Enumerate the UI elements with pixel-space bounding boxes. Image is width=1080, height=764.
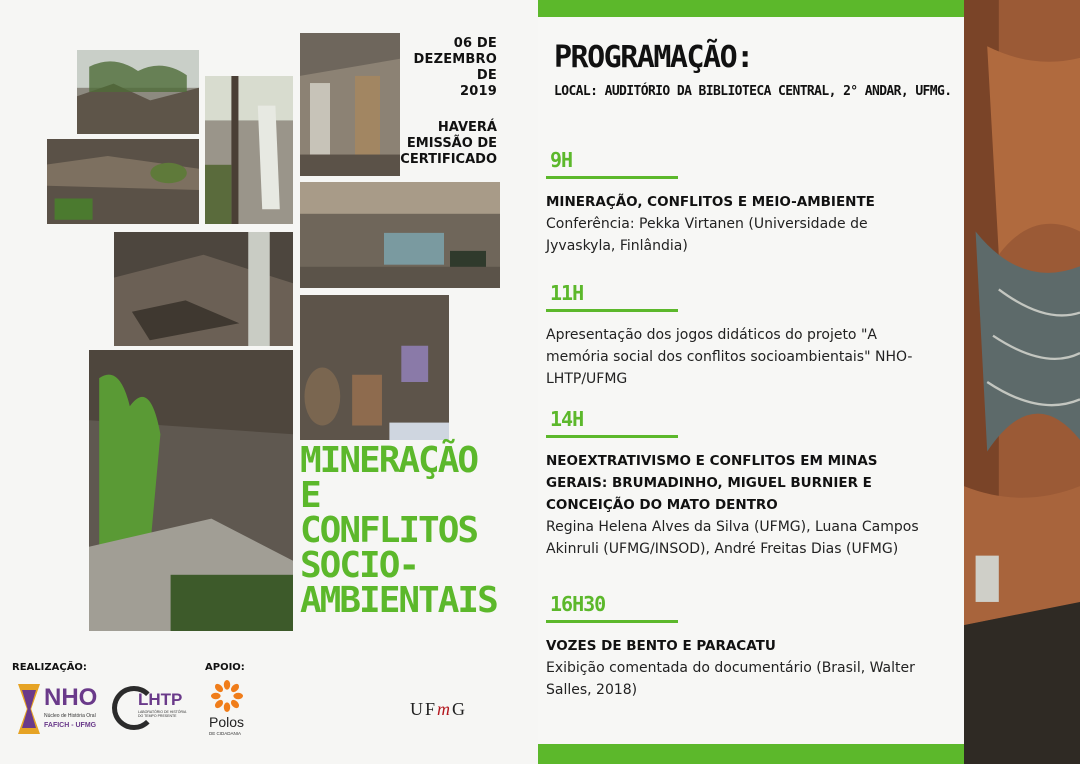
poster-left-panel — [0, 0, 538, 764]
time-underline — [546, 176, 678, 179]
polos-logo-mark — [211, 680, 243, 712]
schedule-slot — [546, 148, 926, 257]
ufmg-logo-text — [410, 698, 492, 720]
ufmg-letter-g: G — [452, 699, 468, 719]
nho-logo — [18, 684, 103, 736]
nho-logo-mark — [22, 690, 36, 728]
schedule-slot — [546, 281, 926, 390]
slot-time: 11H — [550, 281, 584, 305]
program-location: LOCAL: AUDITÓRIO DA BIBLIOTECA CENTRAL, 2° ANDAR, UFMG. — [554, 84, 952, 99]
time-underline — [546, 435, 678, 438]
slot-description: Apresentação dos jogos didáticos do projeto "A memória social dos conflitos socioambientais" NHO-LHTP/UFMG — [546, 327, 913, 387]
collage-photo-8 — [89, 350, 293, 631]
polos-logo — [207, 680, 251, 738]
top-accent-bar — [538, 0, 964, 17]
certificate-line: HAVERÁ — [437, 120, 497, 135]
nho-logo-subtitle: Núcleo de História Oral — [44, 713, 96, 719]
title-line: AMBIENTAIS — [300, 580, 497, 621]
ufmg-logo — [410, 698, 492, 720]
realizacao-label: REALIZAÇÃO: — [12, 662, 87, 673]
lhtp-logo — [112, 684, 194, 736]
date-line: 2019 — [460, 84, 497, 99]
nho-logo-subtitle: FAFICH - UFMG — [44, 722, 97, 729]
event-date — [414, 36, 498, 100]
title-line: CONFLITOS — [300, 510, 478, 551]
slot-heading: VOZES DE BENTO E PARACATU — [546, 638, 776, 654]
slot-heading: MINERAÇÃO, CONFLITOS E MEIO-AMBIENTE — [546, 194, 875, 210]
slot-description: Regina Helena Alves da Silva (UFMG), Luana Campos Akinruli (UFMG/INSOD), André Freitas Dias (UFMG) — [546, 519, 919, 557]
time-underline — [546, 309, 678, 312]
slot-heading: NEOEXTRATIVISMO E CONFLITOS EM MINAS GERAIS: BRUMADINHO, MIGUEL BURNIER E CONCEIÇÃO DO MATO DENTRO — [546, 453, 878, 513]
certificate-line: CERTIFICADO — [400, 152, 497, 167]
collage-photo-2 — [47, 139, 199, 224]
ufmg-letter-m: m — [437, 699, 453, 719]
slot-description: Exibição comentada do documentário (Brasil, Walter Salles, 2018) — [546, 660, 915, 698]
title-line: SOCIO- — [300, 545, 419, 586]
collage-photo-4 — [300, 33, 400, 176]
ufmg-logo-wordmark — [410, 699, 467, 719]
program-title: PROGRAMAÇÃO: — [554, 40, 753, 75]
slot-time: 9H — [550, 148, 573, 172]
apoio-label: APOIO: — [205, 662, 245, 673]
date-line: DEZEMBRO — [413, 52, 497, 67]
date-line: DE — [476, 68, 497, 83]
time-underline — [546, 620, 678, 623]
certificate-line: EMISSÃO DE — [406, 136, 497, 151]
certificate-notice — [400, 120, 497, 168]
lhtp-logo-subtitle: LABORATÓRIO DE HISTÓRIA DO TEMPO PRESENTE — [138, 710, 187, 718]
lhtp-logo-text: LHTP — [138, 690, 183, 709]
polos-logo-subtitle: DE CIDADANIA — [209, 731, 242, 736]
polos-logo-text: Polos — [209, 714, 245, 730]
nho-logo-text: NHO — [44, 684, 98, 711]
title-line: E — [300, 475, 320, 516]
collage-photo-6 — [300, 182, 500, 288]
slot-time: 14H — [550, 407, 584, 431]
schedule-slot — [546, 407, 926, 560]
slot-time: 16H30 — [550, 592, 606, 616]
ufmg-letters-uf: UF — [410, 699, 438, 719]
collage-photo-3 — [205, 76, 293, 224]
slot-description: Conferência: Pekka Virtanen (Universidade de Jyvaskyla, Finlândia) — [546, 216, 868, 254]
date-line: 06 DE — [453, 36, 497, 51]
collage-photo-1 — [77, 50, 199, 134]
collage-photo-5 — [114, 232, 293, 346]
collage-photo-7 — [300, 295, 449, 440]
mine-aerial-photo — [964, 0, 1080, 764]
schedule-slot — [546, 592, 926, 701]
bottom-accent-bar — [538, 744, 964, 764]
title-line: MINERAÇÃO — [300, 440, 478, 481]
event-title — [300, 440, 538, 621]
